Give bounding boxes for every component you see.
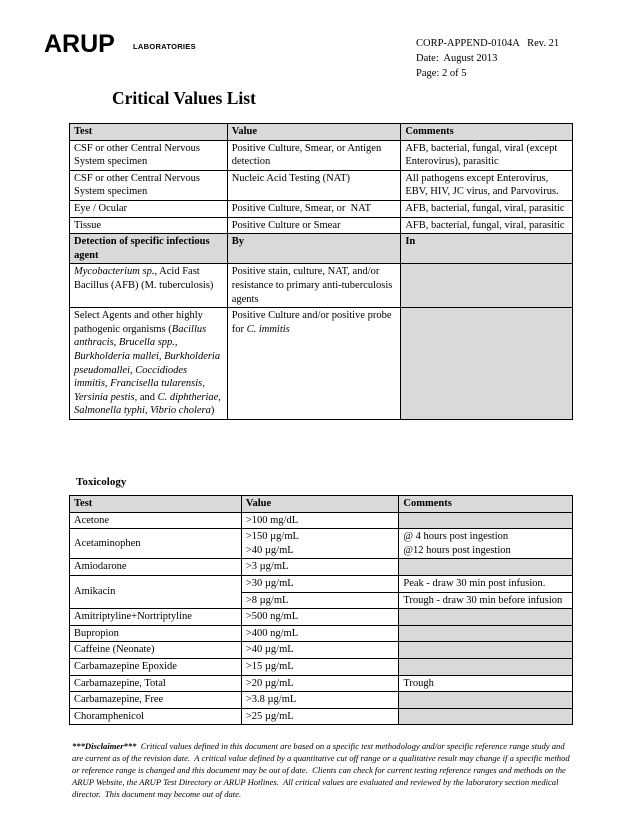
agent-text: ) xyxy=(210,405,215,417)
critical-values-table xyxy=(69,123,573,420)
cell-comments xyxy=(399,609,573,626)
cell-test: Eye / Ocular xyxy=(70,200,228,217)
disclaimer xyxy=(72,740,574,800)
cell-comments xyxy=(399,559,573,576)
agent-italic: Brucella spp. xyxy=(118,337,175,349)
table-row xyxy=(70,575,573,592)
cell-comments: AFB, bacterial, fungal, viral (except Enterovirus), parasitic xyxy=(401,140,573,170)
cell-test: Caffeine (Neonate) xyxy=(70,642,242,659)
table-row xyxy=(70,642,573,659)
agent-text: , xyxy=(113,337,119,349)
cell-test: CSF or other Central Nervous System specimen xyxy=(70,170,228,200)
subheader-by: By xyxy=(227,234,401,264)
doc-date: Date: August 2013 xyxy=(416,53,498,64)
table-row xyxy=(70,200,573,217)
cell-agent xyxy=(70,308,228,420)
agent-text: , xyxy=(174,337,178,349)
table-row xyxy=(70,264,573,308)
cell-comments xyxy=(399,512,573,529)
logo-sub-text: LABORATORIES xyxy=(133,42,196,51)
cell-test: Bupropion xyxy=(70,625,242,642)
cell-value: Positive Culture, Smear, or Antigen detection xyxy=(227,140,401,170)
cell-comments xyxy=(399,529,573,559)
cell-test: Carbamazepine, Total xyxy=(70,675,242,692)
comment-line: @ 4 hours post ingestion xyxy=(403,531,509,543)
cell-comments xyxy=(399,708,573,725)
disclaimer-label: ***Disclaimer*** xyxy=(72,741,137,751)
cell-value xyxy=(241,529,399,559)
cell-test: Choramphenicol xyxy=(70,708,242,725)
cell-comments: All pathogens except Enterovirus, EBV, HIV, JC virus, and Parvovirus. xyxy=(401,170,573,200)
cell-in xyxy=(401,308,573,420)
by-text: Positive Culture and/or positive probe for xyxy=(231,310,392,335)
cell-comments xyxy=(399,642,573,659)
header-value: Value xyxy=(241,496,399,513)
cell-test: CSF or other Central Nervous System specimen xyxy=(70,140,228,170)
page-title: Critical Values List xyxy=(112,88,256,108)
cell-value: >100 mg/dL xyxy=(241,512,399,529)
doc-id: CORP-APPEND-0104A Rev. 21 xyxy=(416,38,560,49)
cell-test: Acetone xyxy=(70,512,242,529)
agent-text: , Acid Fast Bacillus (AFB) (M. tuberculosis) xyxy=(74,266,214,291)
header-test: Test xyxy=(70,124,228,141)
table-row xyxy=(70,308,573,420)
table-row xyxy=(70,217,573,234)
table-row xyxy=(70,625,573,642)
cell-comments: Peak - draw 30 min post infusion. xyxy=(399,575,573,592)
cell-test: Amiodarone xyxy=(70,559,242,576)
cell-comments: Trough - draw 30 min before infusion xyxy=(399,592,573,609)
cell-value: Positive Culture, Smear, or NAT xyxy=(227,200,401,217)
cell-value: >500 ng/mL xyxy=(241,609,399,626)
value-line: >40 µg/mL xyxy=(245,544,294,556)
agent-text: , and xyxy=(134,391,158,403)
agent-text: Select Agents and other highly pathogenic organisms ( xyxy=(74,310,203,335)
toxicology-table xyxy=(69,495,573,725)
cell-comments xyxy=(399,692,573,709)
cell-value: Nucleic Acid Testing (NAT) xyxy=(227,170,401,200)
cell-by xyxy=(227,308,401,420)
header-test: Test xyxy=(70,496,242,513)
value-line: >150 µg/mL xyxy=(245,531,299,543)
cell-value: >8 µg/mL xyxy=(241,592,399,609)
cell-test: Carbamazepine Epoxide xyxy=(70,658,242,675)
table-row xyxy=(70,140,573,170)
cell-by: Positive stain, culture, NAT, and/or resistance to primary anti-tuberculosis agents xyxy=(227,264,401,308)
by-italic: C. immitis xyxy=(246,323,290,335)
subheader-agent: Detection of specific infectious agent xyxy=(70,234,228,264)
cell-value: >30 µg/mL xyxy=(241,575,399,592)
cell-test: Amitriptyline+Nortriptyline xyxy=(70,609,242,626)
table-row xyxy=(70,170,573,200)
cell-value: >15 µg/mL xyxy=(241,658,399,675)
cell-agent xyxy=(70,264,228,308)
disclaimer-text: Critical values defined in this document are based on a specific test methodology and/or specific reference range study and are current as of the revision date. A critical value defined by a quantitative cut off range or a qualitative result may change if a specific method or reference range is changed and this document may be out of date. Clients can check for current testing reference ranges and methods on the ARUP Website, the ARUP Test Directory or ARUP Hotlines. All critical values are evaluated and reviewed by the laboratory section medical director. This document may become out of date. xyxy=(72,741,572,799)
cell-comments xyxy=(399,625,573,642)
cell-value: >40 µg/mL xyxy=(241,642,399,659)
header-comments: Comments xyxy=(399,496,573,513)
table-row xyxy=(70,658,573,675)
table-row xyxy=(70,559,573,576)
cell-test: Carbamazepine, Free xyxy=(70,692,242,709)
cell-comments: Trough xyxy=(399,675,573,692)
cell-comments xyxy=(399,658,573,675)
arup-logo xyxy=(44,30,196,60)
cell-value: Positive Culture or Smear xyxy=(227,217,401,234)
cell-in xyxy=(401,264,573,308)
header-comments: Comments xyxy=(401,124,573,141)
cell-value: >3.8 µg/mL xyxy=(241,692,399,709)
table-row xyxy=(70,692,573,709)
table-row xyxy=(70,529,573,559)
agent-italic: Bacillus anthracis xyxy=(74,323,207,349)
table-subheader-row xyxy=(70,234,573,264)
table-row xyxy=(70,708,573,725)
subheader-in: In xyxy=(401,234,573,264)
table-row xyxy=(70,512,573,529)
toxicology-heading: Toxicology xyxy=(76,476,127,488)
table-row xyxy=(70,675,573,692)
doc-page: Page: 2 of 5 xyxy=(416,68,467,79)
document-info xyxy=(416,36,559,81)
table-header-row xyxy=(70,496,573,513)
cell-test: Amikacin xyxy=(70,575,242,608)
comment-line: @12 hours post ingestion xyxy=(403,544,511,556)
cell-test: Acetaminophen xyxy=(70,529,242,559)
cell-comments: AFB, bacterial, fungal, viral, parasitic xyxy=(401,200,573,217)
logo-main-text: ARUP xyxy=(44,30,115,58)
agent-italic: Mycobacterium sp. xyxy=(74,266,155,278)
table-header-row xyxy=(70,124,573,141)
cell-test: Tissue xyxy=(70,217,228,234)
cell-value: >3 µg/mL xyxy=(241,559,399,576)
header-value: Value xyxy=(227,124,401,141)
cell-comments: AFB, bacterial, fungal, viral, parasitic xyxy=(401,217,573,234)
cell-value: >400 ng/mL xyxy=(241,625,399,642)
cell-value: >25 µg/mL xyxy=(241,708,399,725)
cell-value: >20 µg/mL xyxy=(241,675,399,692)
table-row xyxy=(70,609,573,626)
agent-italic: Burkholderia mallei, Burkholderia pseudomallei, Coccidiodes immitis, Francisella tularensis, Yersinia pestis xyxy=(74,350,221,403)
agent-italic: C. diphtheriae, Salmonella typhi, Vibrio cholera xyxy=(74,391,221,417)
